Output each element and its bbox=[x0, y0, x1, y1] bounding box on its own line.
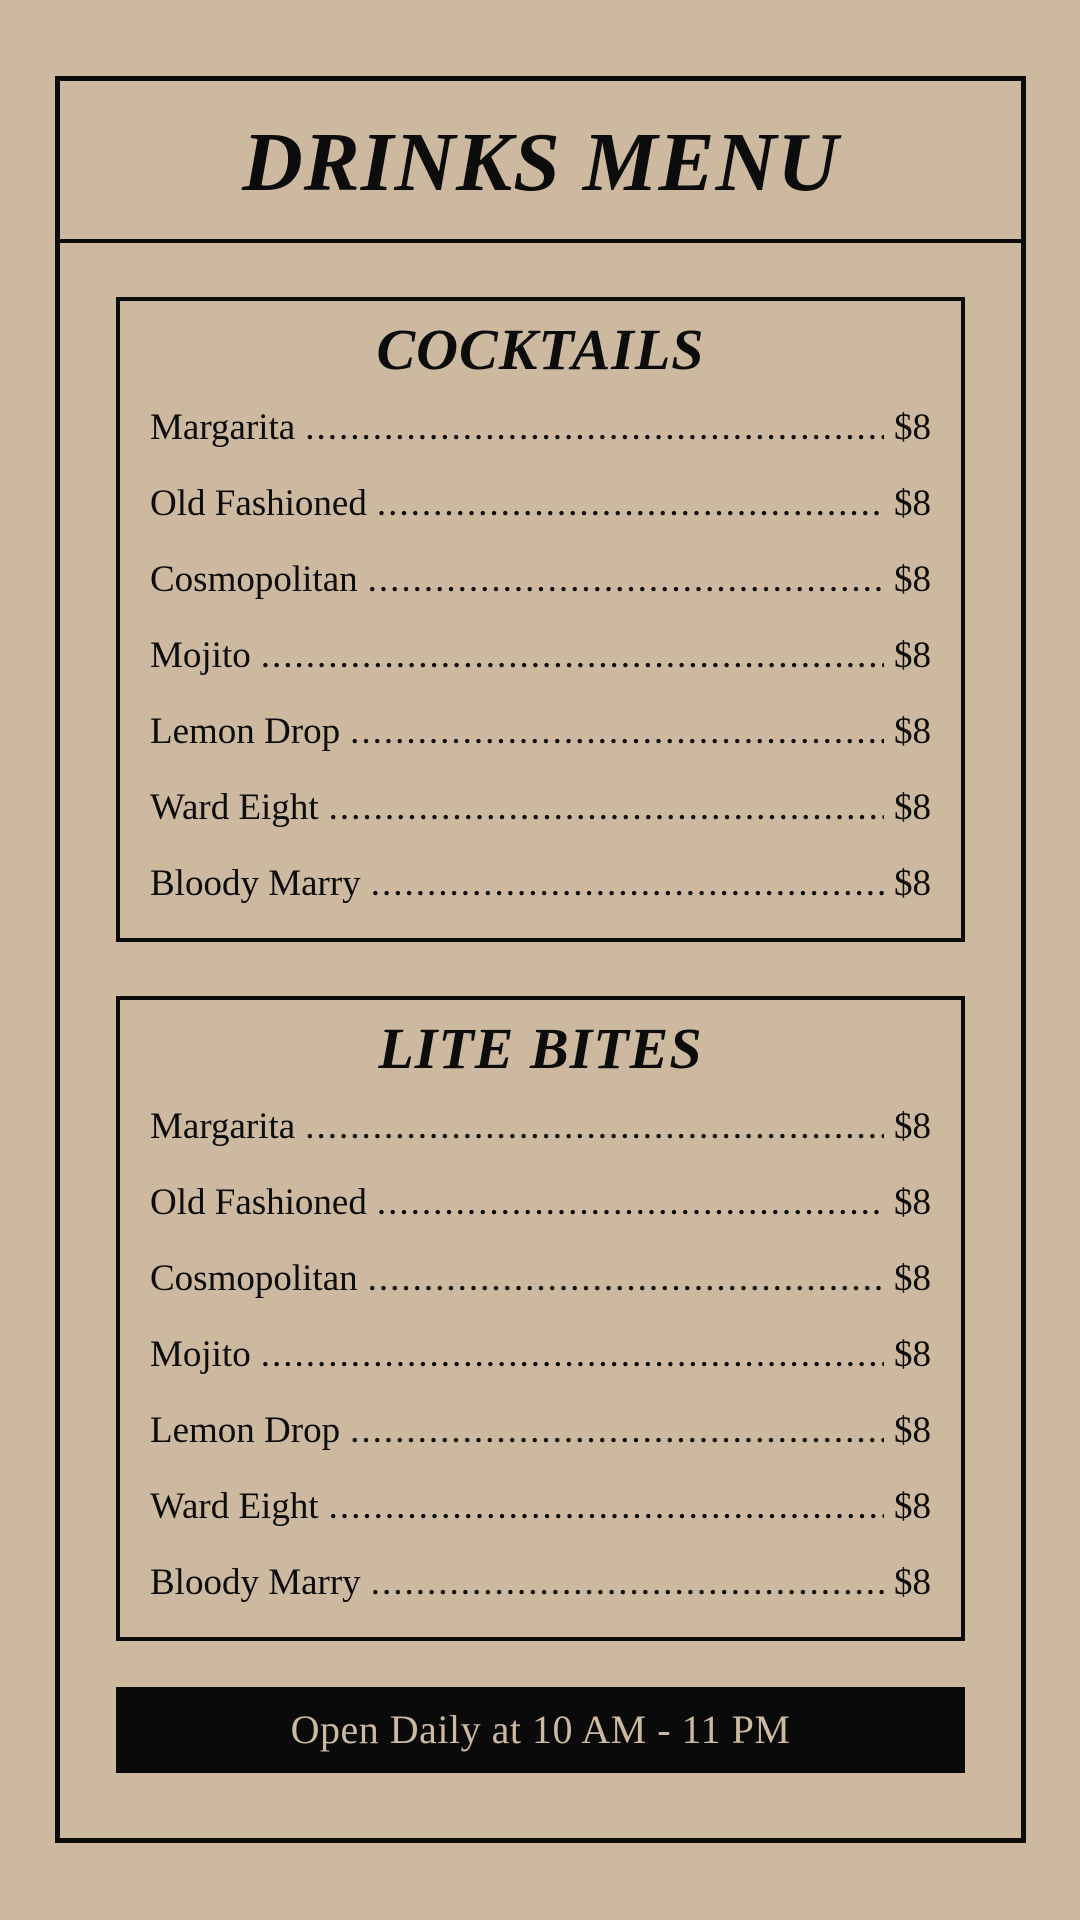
dots-leader bbox=[371, 1545, 884, 1621]
dots-leader bbox=[261, 1317, 884, 1393]
title-block bbox=[60, 81, 1021, 243]
item-price: $8 bbox=[894, 635, 931, 677]
item-price: $8 bbox=[894, 559, 931, 601]
dots-leader bbox=[329, 770, 884, 846]
item-price: $8 bbox=[894, 1333, 931, 1375]
item-name: Cosmopolitan bbox=[150, 559, 358, 601]
menu-frame bbox=[55, 76, 1026, 1843]
dots-leader bbox=[350, 1393, 884, 1469]
item-price: $8 bbox=[894, 1257, 931, 1299]
menu-item bbox=[150, 1089, 931, 1165]
dots-leader bbox=[350, 694, 884, 770]
menu-item bbox=[150, 770, 931, 846]
dots-leader bbox=[261, 618, 884, 694]
item-price: $8 bbox=[894, 407, 931, 449]
section-cocktails bbox=[116, 297, 965, 942]
section-heading: COCKTAILS bbox=[376, 317, 705, 383]
menu-item bbox=[150, 1241, 931, 1317]
dots-leader bbox=[368, 1241, 884, 1317]
menu-item bbox=[150, 1545, 931, 1621]
item-name: Mojito bbox=[150, 635, 251, 677]
menu-item bbox=[150, 694, 931, 770]
item-name: Old Fashioned bbox=[150, 1181, 367, 1223]
item-name: Margarita bbox=[150, 1105, 296, 1147]
item-name: Mojito bbox=[150, 1333, 251, 1375]
dots-leader bbox=[377, 466, 884, 542]
item-name: Margarita bbox=[150, 407, 296, 449]
footer-bar bbox=[116, 1687, 965, 1773]
item-name: Ward Eight bbox=[150, 787, 319, 829]
dots-leader bbox=[368, 542, 884, 618]
item-price: $8 bbox=[894, 1485, 931, 1527]
dots-leader bbox=[329, 1469, 884, 1545]
page-title: DRINKS MENU bbox=[242, 116, 839, 209]
menu-item bbox=[150, 390, 931, 466]
item-price: $8 bbox=[894, 787, 931, 829]
item-price: $8 bbox=[894, 1561, 931, 1603]
dots-leader bbox=[305, 390, 884, 466]
item-price: $8 bbox=[894, 1105, 931, 1147]
item-name: Lemon Drop bbox=[150, 1409, 341, 1451]
item-price: $8 bbox=[894, 1409, 931, 1451]
item-price: $8 bbox=[894, 1181, 931, 1223]
item-name: Old Fashioned bbox=[150, 483, 367, 525]
menu-item bbox=[150, 542, 931, 618]
item-name: Ward Eight bbox=[150, 1485, 319, 1527]
dots-leader bbox=[371, 846, 884, 922]
item-price: $8 bbox=[894, 863, 931, 905]
item-name: Lemon Drop bbox=[150, 711, 341, 753]
menu-item bbox=[150, 846, 931, 922]
opening-hours-text: Open Daily at 10 AM - 11 PM bbox=[290, 1707, 791, 1753]
section-heading: LITE BITES bbox=[378, 1016, 703, 1082]
dots-leader bbox=[377, 1165, 884, 1241]
item-price: $8 bbox=[894, 483, 931, 525]
menu-item bbox=[150, 618, 931, 694]
dots-leader bbox=[305, 1089, 884, 1165]
menu-item bbox=[150, 1393, 931, 1469]
item-price: $8 bbox=[894, 711, 931, 753]
menu-item bbox=[150, 1165, 931, 1241]
menu-item bbox=[150, 1317, 931, 1393]
item-name: Bloody Marry bbox=[150, 1561, 361, 1603]
menu-item bbox=[150, 466, 931, 542]
item-name: Bloody Marry bbox=[150, 863, 361, 905]
section-lite-bites bbox=[116, 996, 965, 1641]
item-name: Cosmopolitan bbox=[150, 1257, 358, 1299]
menu-item bbox=[150, 1469, 931, 1545]
